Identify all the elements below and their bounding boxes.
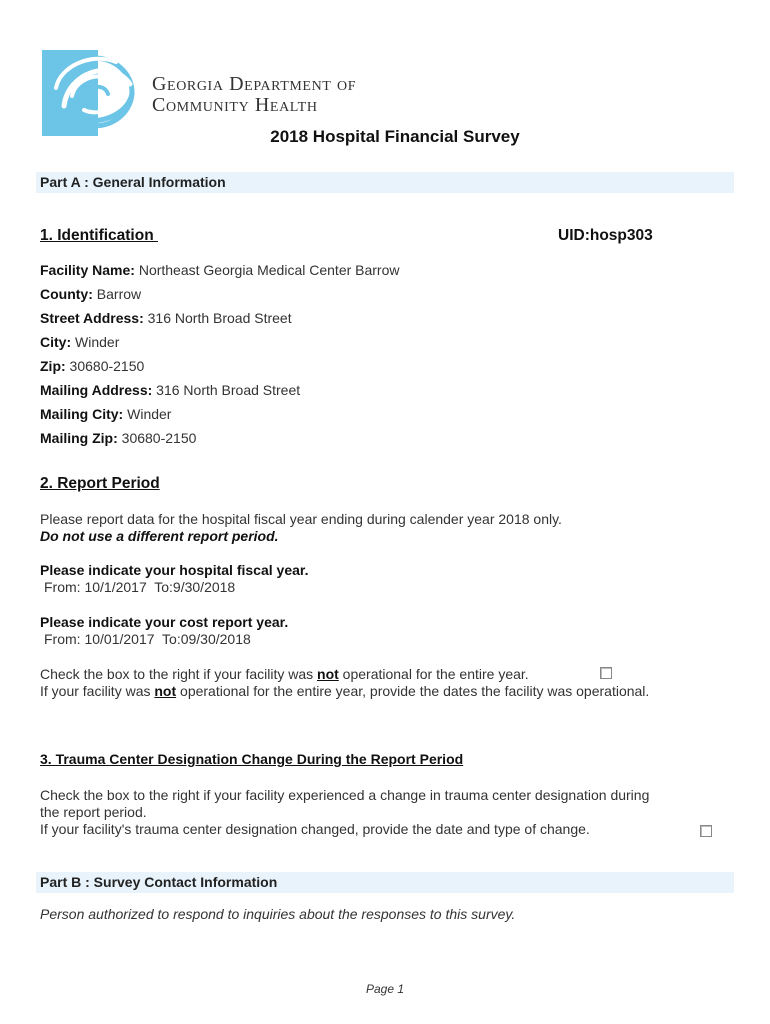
fiscal-year-label: Please indicate your hospital fiscal year. (40, 562, 309, 578)
field-street-address: Street Address: 316 North Broad Street (40, 310, 292, 326)
uid-label: UID:hosp303 (558, 227, 653, 244)
operational-dates-text: If your facility was not operational for the entire year, provide the dates the facility was operational. (40, 683, 650, 699)
part-b-header: Part B : Survey Contact Information (36, 872, 734, 893)
field-city: City: Winder (40, 334, 120, 350)
field-mailing-address: Mailing Address: 316 North Broad Street (40, 382, 301, 398)
contact-note: Person authorized to respond to inquiries about the responses to this survey. (40, 906, 516, 922)
org-name-line2: Community Health (152, 94, 318, 116)
report-period-warning: Do not use a different report period. (40, 528, 279, 544)
trauma-line-3: If your facility's trauma center designation changed, provide the date and type of change. (40, 821, 590, 837)
field-facility-name: Facility Name: Northeast Georgia Medical Center Barrow (40, 262, 400, 278)
field-county: County: Barrow (40, 286, 142, 302)
report-period-intro: Please report data for the hospital fiscal year ending during calender year 2018 only. (40, 511, 562, 527)
trauma-change-checkbox[interactable] (700, 825, 712, 837)
org-name-line1: Georgia Department of (152, 73, 357, 95)
report-period-heading: 2. Report Period (40, 475, 160, 492)
trauma-line-1: Check the box to the right if your facility experienced a change in trauma center designation during (40, 787, 650, 803)
cost-report-label: Please indicate your cost report year. (40, 614, 289, 630)
organization-name (152, 74, 356, 116)
field-zip: Zip: 30680-2150 (40, 358, 145, 374)
trauma-line-2: the report period. (40, 804, 147, 820)
not-operational-checkbox[interactable] (600, 667, 612, 679)
field-mailing-city: Mailing City: Winder (40, 406, 172, 422)
not-operational-check-text: Check the box to the right if your facility was not operational for the entire year. (40, 666, 529, 682)
dch-logo-icon (42, 48, 140, 136)
field-mailing-zip: Mailing Zip: 30680-2150 (40, 430, 197, 446)
cost-report-value: From: 10/01/2017 To:09/30/2018 (44, 631, 251, 647)
page-number: Page 1 (365, 982, 405, 996)
trauma-heading: 3. Trauma Center Designation Change During the Report Period (40, 751, 464, 767)
part-a-header: Part A : General Information (36, 172, 734, 193)
identification-heading: 1. Identification (40, 227, 158, 244)
fiscal-year-value: From: 10/1/2017 To:9/30/2018 (44, 579, 236, 595)
document-title: 2018 Hospital Financial Survey (270, 127, 520, 146)
